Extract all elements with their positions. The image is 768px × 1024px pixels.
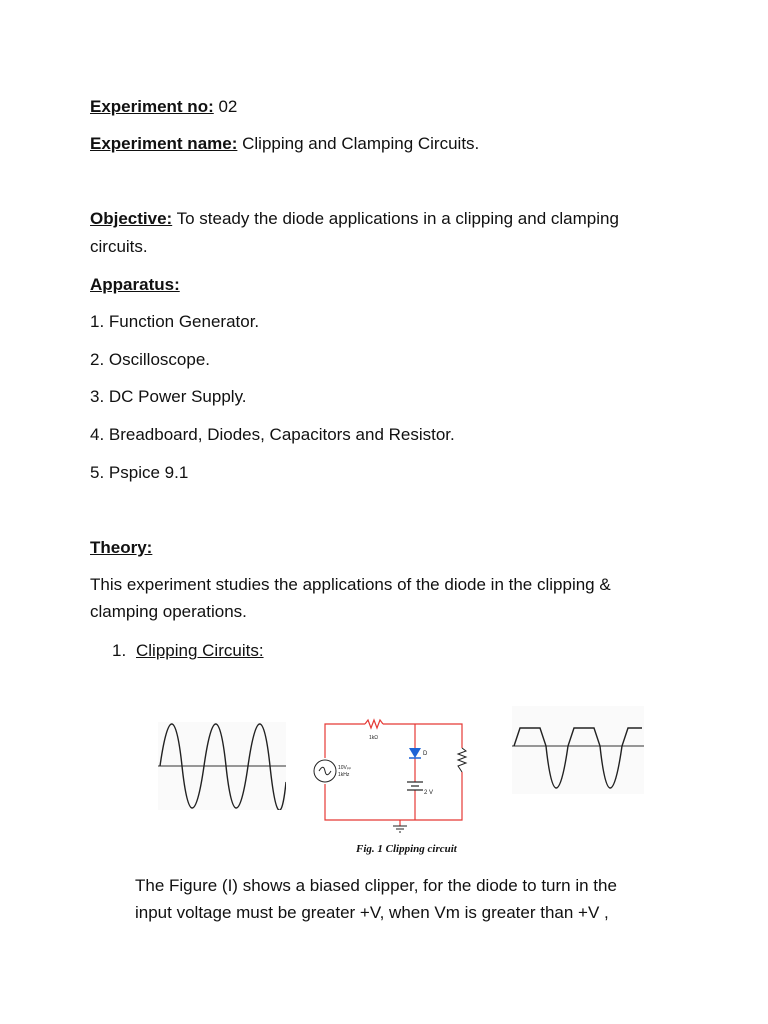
theory-text-line-1: This experiment studies the applications of the diode in the clipping &: [90, 575, 611, 594]
paragraph-line-2: input voltage must be greater +V, when Vm is greater than +V ,: [135, 903, 609, 922]
theory-text-line-2: clamping operations.: [90, 602, 247, 621]
figure-caption: Fig. 1 Clipping circuit: [356, 843, 457, 855]
experiment-no-line: [90, 96, 237, 118]
objective-line: [90, 208, 619, 230]
apparatus-item: 5. Pspice 9.1: [90, 463, 189, 482]
resistor-label: 1kΩ: [369, 735, 379, 741]
clipper-circuit: [305, 714, 485, 836]
objective-text: To steady the diode applications in a clipping and clamping: [172, 209, 619, 228]
apparatus-item: 3. DC Power Supply.: [90, 387, 247, 406]
output-waveform: [512, 706, 644, 794]
apparatus-item: 4. Breadboard, Diodes, Capacitors and Resistor.: [90, 425, 455, 444]
apparatus-item: 1. Function Generator.: [90, 312, 260, 331]
paragraph-line-1: The Figure (I) shows a biased clipper, for the diode to turn in the: [135, 876, 617, 895]
experiment-name-label: Experiment name:: [90, 134, 238, 153]
clipping-subheading: Clipping Circuits:: [136, 641, 264, 660]
input-waveform: [158, 722, 286, 810]
apparatus-item: 2. Oscilloscope.: [90, 350, 210, 369]
source-label-1: 10Vₚₚ: [338, 765, 352, 771]
experiment-name-line: [90, 133, 479, 155]
experiment-name-value: Clipping and Clamping Circuits.: [237, 134, 480, 153]
source-label-2: 1kHz: [338, 772, 350, 778]
clipping-subheading-number: 1.: [112, 641, 127, 660]
theory-heading: Theory:: [90, 538, 153, 557]
experiment-no-label: Experiment no:: [90, 97, 214, 116]
objective-label: Objective:: [90, 209, 173, 228]
diode-label: D: [423, 751, 428, 757]
apparatus-heading: Apparatus:: [90, 275, 180, 294]
objective-line-2: circuits.: [90, 237, 148, 256]
experiment-no-value: 02: [213, 97, 238, 116]
battery-label: 2 V: [424, 790, 434, 796]
